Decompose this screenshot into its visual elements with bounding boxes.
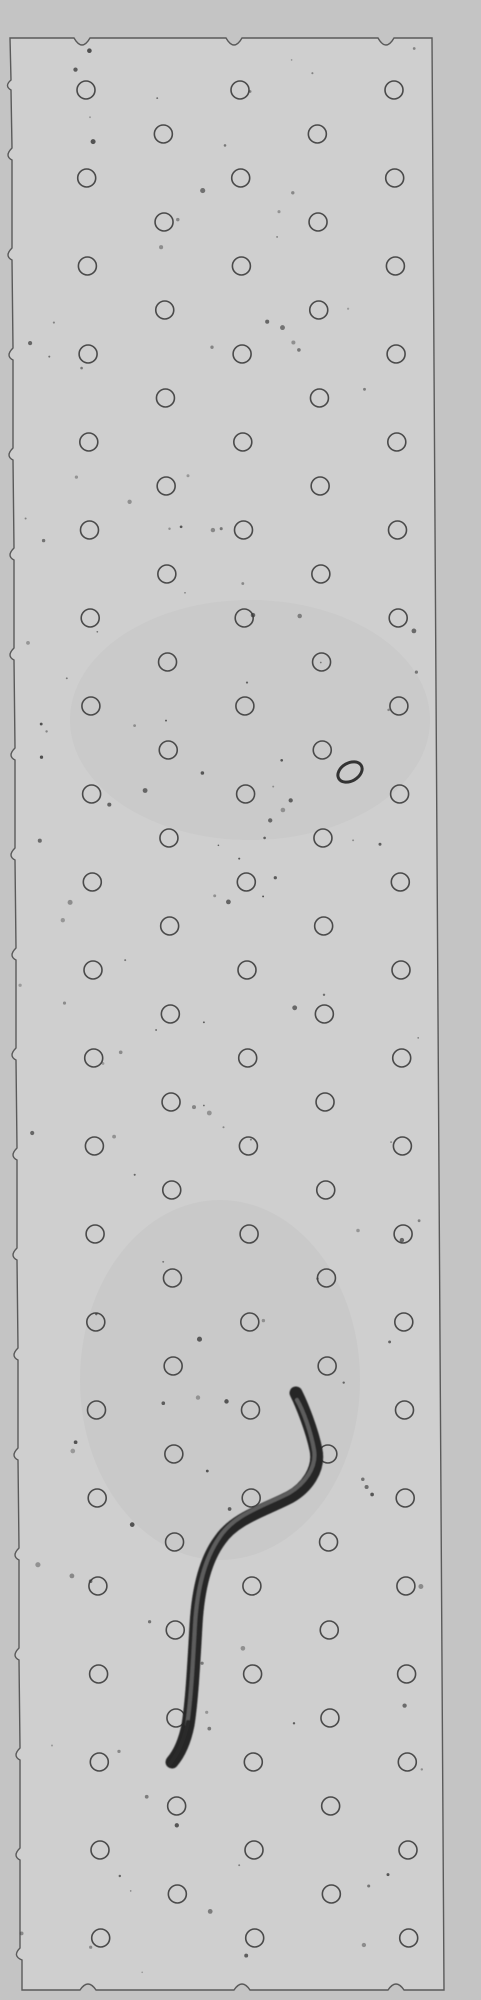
debris-speck: [66, 677, 68, 679]
debris-speck: [367, 1884, 370, 1887]
debris-speck: [96, 631, 98, 633]
debris-speck: [61, 918, 65, 922]
debris-speck: [291, 59, 293, 61]
debris-speck: [418, 1584, 423, 1589]
debris-speck: [69, 1573, 74, 1578]
debris-speck: [291, 340, 295, 344]
debris-speck: [91, 139, 96, 144]
debris-speck: [165, 720, 167, 722]
debris-speck: [119, 1050, 123, 1054]
debris-speck: [249, 90, 252, 93]
debris-speck: [265, 320, 269, 324]
debris-speck: [18, 984, 21, 987]
debris-speck: [168, 527, 170, 529]
debris-speck: [124, 959, 126, 961]
debris-speck: [250, 1139, 252, 1141]
debris-speck: [35, 1562, 40, 1567]
debris-speck: [206, 1470, 209, 1473]
debris-speck: [25, 517, 27, 519]
debris-speck: [370, 1493, 374, 1497]
debris-speck: [297, 614, 301, 618]
debris-speck: [220, 527, 223, 530]
debris-speck: [228, 1507, 232, 1511]
debris-speck: [127, 500, 131, 504]
debris-speck: [323, 994, 325, 996]
debris-speck: [293, 1722, 295, 1724]
debris-speck: [210, 346, 213, 349]
debris-speck: [73, 67, 77, 71]
debris-speck: [224, 1399, 228, 1403]
debris-speck: [143, 788, 148, 793]
debris-speck: [38, 839, 42, 843]
debris-speck: [70, 1449, 75, 1454]
debris-speck: [224, 144, 227, 147]
debris-speck: [316, 1277, 319, 1280]
debris-speck: [205, 1711, 208, 1714]
debris-speck: [417, 1037, 419, 1039]
debris-speck: [277, 210, 280, 213]
debris-speck: [280, 325, 285, 330]
debris-speck: [45, 730, 47, 732]
debris-speck: [75, 475, 78, 478]
debris-speck: [390, 1141, 392, 1143]
debris-speck: [161, 1401, 165, 1405]
debris-speck: [289, 798, 293, 802]
debris-speck: [263, 837, 266, 840]
debris-speck: [42, 539, 45, 542]
debris-speck: [89, 1946, 92, 1949]
debris-speck: [292, 1005, 297, 1010]
debris-speck: [218, 844, 220, 846]
debris-speck: [387, 709, 390, 712]
debris-speck: [130, 1522, 135, 1527]
debris-speck: [208, 1909, 213, 1914]
debris-speck: [238, 858, 240, 860]
debris-speck: [365, 1485, 369, 1489]
debris-speck: [102, 1062, 105, 1065]
debris-speck: [241, 582, 244, 585]
debris-speck: [155, 1029, 157, 1031]
debris-speck: [95, 1313, 97, 1315]
debris-speck: [63, 1002, 66, 1005]
debris-speck: [226, 900, 231, 905]
debris-speck: [262, 895, 264, 897]
debris-speck: [30, 1131, 34, 1135]
debris-speck: [222, 1126, 224, 1128]
debris-speck: [68, 900, 73, 905]
debris-speck: [274, 876, 277, 879]
debris-speck: [200, 1662, 203, 1665]
debris-speck: [291, 191, 294, 194]
debris-speck: [203, 1105, 205, 1107]
debris-speck: [361, 1478, 365, 1482]
debris-speck: [107, 803, 111, 807]
debris-speck: [268, 818, 272, 822]
shadow-patch: [70, 600, 430, 840]
shadow-patch: [80, 1200, 360, 1560]
debris-speck: [241, 1646, 246, 1651]
debris-speck: [297, 348, 301, 352]
debris-speck: [89, 116, 91, 118]
debris-speck: [175, 1823, 179, 1827]
debris-speck: [196, 1395, 200, 1399]
debris-speck: [53, 322, 55, 324]
debris-speck: [363, 388, 366, 391]
debris-speck: [80, 367, 83, 370]
debris-speck: [343, 1381, 345, 1383]
debris-speck: [201, 771, 205, 775]
debris-speck: [133, 724, 136, 727]
debris-speck: [379, 843, 382, 846]
debris-speck: [176, 218, 179, 221]
debris-speck: [238, 1864, 240, 1866]
debris-speck: [159, 245, 163, 249]
debris-speck: [262, 1319, 265, 1322]
debris-speck: [356, 1229, 360, 1233]
debris-speck: [213, 894, 216, 897]
debris-speck: [134, 1174, 136, 1176]
debris-speck: [20, 1931, 24, 1935]
debris-speck: [412, 629, 417, 634]
debris-speck: [200, 188, 205, 193]
debris-speck: [51, 1745, 53, 1747]
debris-speck: [74, 1440, 78, 1444]
debris-speck: [156, 97, 158, 99]
debris-speck: [112, 1135, 116, 1139]
debris-speck: [272, 786, 274, 788]
debris-speck: [413, 47, 416, 50]
debris-speck: [320, 662, 322, 664]
debris-speck: [207, 1111, 212, 1116]
debris-speck: [89, 1579, 93, 1583]
debris-speck: [400, 1238, 404, 1242]
debris-speck: [276, 236, 278, 238]
debris-speck: [180, 525, 183, 528]
debris-speck: [40, 723, 43, 726]
debris-speck: [162, 1261, 164, 1263]
debris-speck: [87, 48, 92, 53]
debris-speck: [184, 592, 186, 594]
debris-speck: [421, 1768, 423, 1770]
chamber-wall: [8, 38, 445, 1990]
debris-speck: [130, 1890, 132, 1892]
debris-speck: [362, 1943, 366, 1947]
debris-speck: [352, 839, 354, 841]
debris-speck: [117, 1750, 120, 1753]
debris-speck: [388, 1340, 391, 1343]
debris-speck: [347, 308, 349, 310]
debris-speck: [418, 1219, 421, 1222]
debris-speck: [203, 1021, 205, 1023]
debris-speck: [119, 1875, 121, 1877]
debris-speck: [26, 641, 30, 645]
debris-speck: [192, 1105, 196, 1109]
debris-speck: [280, 759, 283, 762]
debris-speck: [244, 1954, 248, 1958]
debris-speck: [197, 1337, 202, 1342]
debris-speck: [251, 613, 256, 618]
debris-speck: [281, 808, 286, 813]
debris-speck: [187, 474, 190, 477]
debris-speck: [311, 72, 313, 74]
debris-speck: [48, 356, 50, 358]
debris-speck: [402, 1703, 406, 1707]
debris-speck: [246, 682, 248, 684]
debris-speck: [211, 528, 215, 532]
debris-speck: [415, 671, 418, 674]
debris-speck: [207, 1727, 211, 1731]
debris-speck: [148, 1620, 151, 1623]
debris-speck: [28, 341, 32, 345]
debris-speck: [141, 1971, 143, 1973]
debris-speck: [387, 1873, 390, 1876]
debris-speck: [40, 756, 43, 759]
debris-speck: [145, 1795, 149, 1799]
